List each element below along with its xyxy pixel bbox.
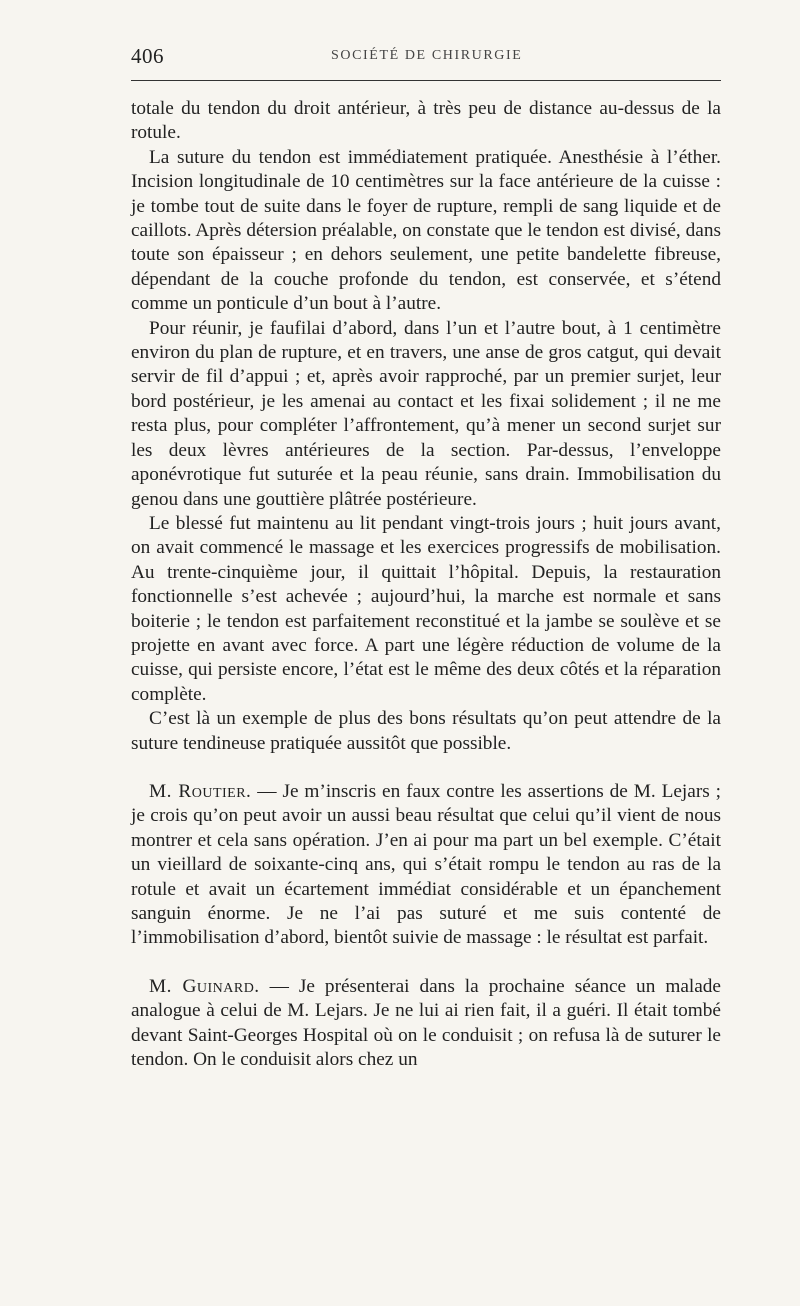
paragraph-text: La suture du tendon est immédiatement pratiquée. Anesthésie à l’éther. Incision longitudinale de 10 centimètres sur la face antérieure de la cuisse : je tombe tout de suite dans le foyer de rupture, rempli de sang liquide et de caillots. Après détersion préalable, on constate que le tendon est divisé, dans toute son épaisseur ; en dehors seulement, une petite bandelette fibreuse, dépendant de la couche profonde du tendon, est conservée, et s’étend comme un ponticule d’un bout à l’autre. — [131, 146, 721, 315]
body-text — [131, 97, 721, 1072]
paragraph-suture — [131, 146, 721, 317]
speaker-name: M. Routier. — [149, 780, 252, 802]
page-header — [131, 44, 721, 72]
paragraph-routier — [131, 780, 721, 951]
running-title: SOCIÉTÉ DE CHIRURGIE — [331, 48, 523, 63]
paragraph-conclusion — [131, 707, 721, 756]
paragraph-continuation — [131, 97, 721, 146]
paragraph-text: Le blessé fut maintenu au lit pendant vingt-trois jours ; huit jours avant, on avait commencé le massage et les exercices progressifs de mobilisation. Au trente-cinquième jour, il quittait l’hôpital. Depuis, la restauration fonctionnelle s’est achevée ; aujourd’hui, la marche est normale et sans boiterie ; le tendon est parfaitement reconstitué et la jambe se soulève et se projette en avant avec force. A part une légère réduction de volume de la cuisse, qui persiste encore, l’état est le même des deux côtés et la réparation complète. — [131, 512, 721, 705]
paragraph-text: Pour réunir, je faufilai d’abord, dans l’un et l’autre bout, à 1 centimètre environ du plan de rupture, et en travers, une anse de gros catgut, qui devait servir de fil d’appui ; et, après avoir rapproché, par un premier surjet, leur bord postérieur, je les amenai au contact et les fixai solidement ; il ne me resta plus, pour compléter l’affrontement, qu’à mener un second surjet sur les deux lèvres antérieures de la section. Par-dessus, l’enveloppe aponévrotique fut suturée et la peau réunie, sans drain. Immobilisation du genou dans une gouttière plâtrée postérieure. — [131, 317, 721, 510]
header-rule — [131, 80, 721, 81]
paragraph-text: C’est là un exemple de plus des bons résultats qu’on peut attendre de la suture tendineuse pratiquée aussitôt que possible. — [131, 708, 721, 754]
paragraph-technique — [131, 317, 721, 512]
paragraph-text: totale du tendon du droit antérieur, à très peu de distance au-dessus de la rotule. — [131, 98, 721, 144]
speaker-name: M. Guinard. — [149, 975, 260, 997]
paragraph-text: — Je m’inscris en faux contre les assertions de M. Lejars ; je crois qu’on peut avoir un aussi beau résultat que celui qu’il vient de nous montrer et cela sans opération. J’en ai pour ma part un bel exemple. C’était un vieillard de soixante-cinq ans, qui s’était rompu le tendon au ras de la rotule et avait un écartement immédiat considérable et un épanchement sanguin énorme. Je ne l’ai pas suturé et me suis contenté de l’immobilisation d’abord, bientôt suivie de massage : le résultat est parfait. — [131, 780, 722, 949]
paragraph-recovery — [131, 512, 721, 707]
page-number: 406 — [131, 44, 164, 68]
paragraph-guinard — [131, 975, 721, 1073]
paragraph-text: — Je présenterai dans la prochaine séance un malade analogue à celui de M. Lejars. Je ne lui ai rien fait, il a guéri. Il était tombé devant Saint-Georges Hospital où on le conduisit ; on refusa là de suturer le tendon. On le conduisit alors chez un — [131, 975, 721, 1071]
